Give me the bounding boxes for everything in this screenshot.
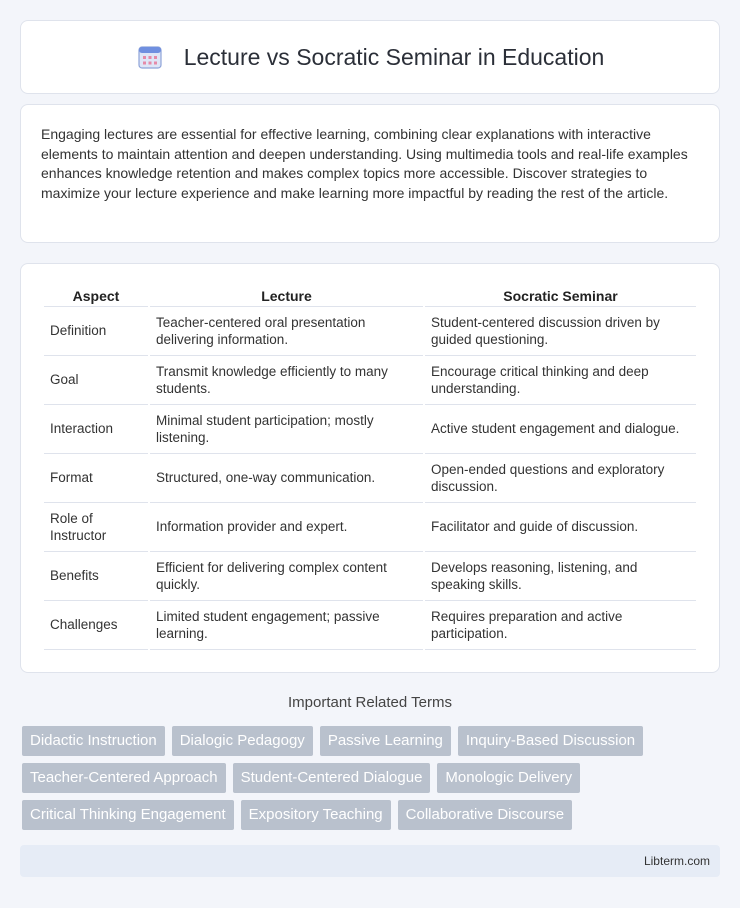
page-title: Lecture vs Socratic Seminar in Education <box>183 43 605 70</box>
column-header-aspect: Aspect <box>44 284 148 307</box>
table-cell-aspect: Role of Instructor <box>44 503 148 552</box>
term-tag[interactable]: Critical Thinking Engagement <box>22 800 234 830</box>
table-cell-socratic: Active student engagement and dialogue. <box>425 405 696 454</box>
term-tag[interactable]: Teacher-Centered Approach <box>22 763 226 793</box>
term-tag[interactable]: Passive Learning <box>320 726 451 756</box>
table-cell-aspect: Goal <box>44 356 148 405</box>
comparison-card <box>20 263 720 673</box>
related-terms-title: Important Related Terms <box>288 694 452 711</box>
table-row <box>44 356 696 405</box>
table-cell-socratic: Encourage critical thinking and deep understanding. <box>425 356 696 405</box>
comparison-table <box>42 284 698 650</box>
table-cell-aspect: Challenges <box>44 601 148 650</box>
column-header-socratic: Socratic Seminar <box>425 284 696 307</box>
table-cell-lecture: Information provider and expert. <box>150 503 423 552</box>
term-tag[interactable]: Dialogic Pedagogy <box>172 726 313 756</box>
table-cell-lecture: Teacher-centered oral presentation delivering information. <box>150 307 423 356</box>
table-header-row <box>44 284 696 307</box>
related-terms-list <box>22 726 722 837</box>
table-cell-socratic: Develops reasoning, listening, and speaking skills. <box>425 552 696 601</box>
table-cell-lecture: Efficient for delivering complex content quickly. <box>150 552 423 601</box>
table-cell-socratic: Requires preparation and active participation. <box>425 601 696 650</box>
term-tag[interactable]: Didactic Instruction <box>22 726 165 756</box>
intro-text: Engaging lectures are essential for effective learning, combining clear explanations with interactive elements to maintain attention and deepen understanding. Using multimedia tools and real-life examples enhances knowledge retention and makes complex topics more accessible. Discover strategies to maximize your lecture experience and make learning more impactful by reading the rest of the article. <box>41 126 688 201</box>
table-cell-lecture: Minimal student participation; mostly listening. <box>150 405 423 454</box>
table-cell-aspect: Format <box>44 454 148 503</box>
footer <box>20 845 720 877</box>
table-cell-socratic: Student-centered discussion driven by guided questioning. <box>425 307 696 356</box>
term-tag[interactable]: Inquiry-Based Discussion <box>458 726 643 756</box>
term-tag[interactable]: Collaborative Discourse <box>398 800 572 830</box>
table-cell-aspect: Interaction <box>44 405 148 454</box>
title-card <box>20 20 720 94</box>
column-header-lecture: Lecture <box>150 284 423 307</box>
term-tag[interactable]: Expository Teaching <box>241 800 391 830</box>
table-cell-aspect: Definition <box>44 307 148 356</box>
table-cell-lecture: Structured, one-way communication. <box>150 454 423 503</box>
table-cell-lecture: Limited student engagement; passive learning. <box>150 601 423 650</box>
footer-site-link[interactable]: Libterm.com <box>643 854 710 868</box>
table-row <box>44 601 696 650</box>
table-row <box>44 503 696 552</box>
calendar-icon <box>136 43 164 71</box>
table-row <box>44 552 696 601</box>
tag-row <box>22 726 722 756</box>
table-row <box>44 405 696 454</box>
term-tag[interactable]: Student-Centered Dialogue <box>233 763 431 793</box>
table-cell-lecture: Transmit knowledge efficiently to many students. <box>150 356 423 405</box>
table-cell-aspect: Benefits <box>44 552 148 601</box>
intro-card <box>20 104 720 243</box>
table-cell-socratic: Open-ended questions and exploratory discussion. <box>425 454 696 503</box>
tag-row <box>22 763 722 793</box>
table-row <box>44 307 696 356</box>
table-row <box>44 454 696 503</box>
term-tag[interactable]: Monologic Delivery <box>437 763 580 793</box>
tag-row <box>22 800 722 830</box>
table-cell-socratic: Facilitator and guide of discussion. <box>425 503 696 552</box>
